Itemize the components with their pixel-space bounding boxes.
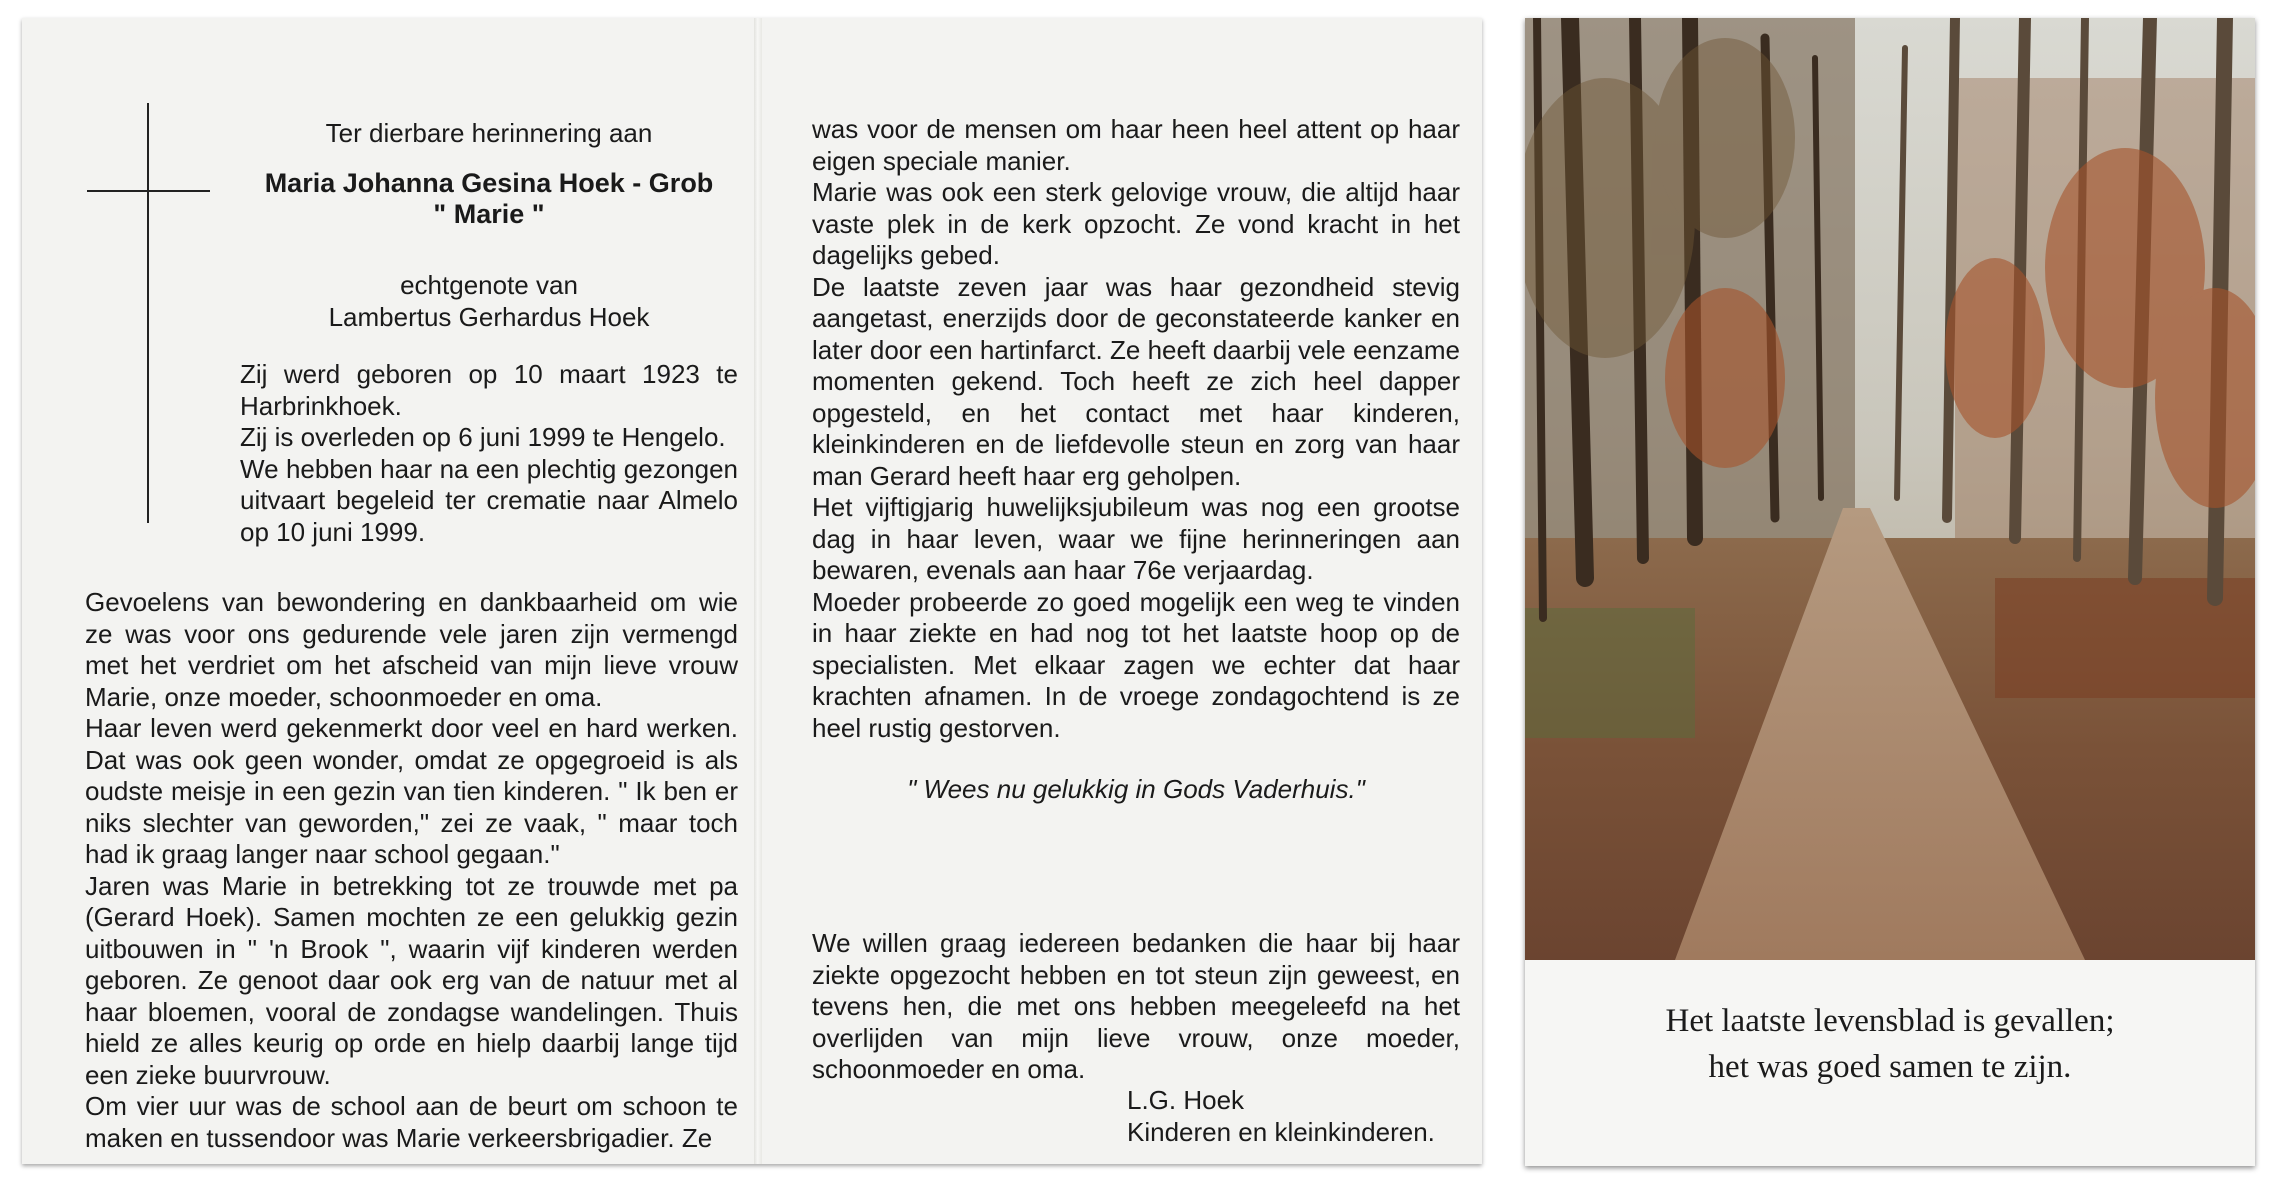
tribute-paragraph: De laatste zeven jaar was haar gezondheid stevig aangetast, enerzijds door de geconstateerde kanker en later door een hartinfarct. Ze heeft daarbij vele eenzame momenten gekend. Toch heeft ze zich heel dapper opgesteld, en het contact met haar kinderen, kleinkinderen en de liefdevolle steun en zorg van haar man Gerard heeft haar erg geholpen. — [812, 271, 1460, 491]
death-info: Zij is overleden op 6 juni 1999 te Hengelo. — [240, 422, 726, 452]
memorial-card-inside — [22, 18, 1482, 1164]
tribute-paragraph: was voor de mensen om haar heen heel attent op haar eigen speciale manier. — [812, 114, 1460, 176]
tribute-paragraph: Gevoelens van bewondering en dankbaarheid om wie ze was voor ons gedurende vele jaren zijn vermengd met het verdriet om het afscheid van mijn lieve vrouw Marie, onze moeder, schoonmoeder en oma. — [85, 587, 738, 712]
memorial-card-front — [1525, 18, 2255, 1166]
deceased-nickname: " Marie " — [433, 199, 545, 229]
cross-horizontal-icon — [87, 190, 210, 192]
tribute-paragraph: Om vier uur was de school aan de beurt om schoon te maken en tussendoor was Marie verkeersbrigadier. Ze — [85, 1091, 738, 1153]
cross-vertical-icon — [147, 103, 149, 523]
signature-name: L.G. Hoek — [1127, 1085, 1245, 1115]
signature-block — [1127, 1085, 1457, 1148]
funeral-info: We hebben haar na een plechtig gezongen uitvaart begeleid ter crematie naar Almelo op 10 juni 1999. — [240, 453, 738, 547]
caption-line-2: het was goed samen te zijn. — [1708, 1049, 2072, 1085]
card-heading: Ter dierbare herinnering aan — [325, 118, 653, 148]
tribute-paragraph: Haar leven werd gekenmerkt door veel en hard werken. Dat was ook geen wonder, omdat ze opgegroeid is als oudste meisje in een gezin van tien kinderen. " Ik ben er niks slechter van geworden," zei ze vaak, " maar toch had ik graag langer naar school gegaan." — [85, 713, 738, 869]
birth-info: Zij werd geboren op 10 maart 1923 te Harbrinkhoek. — [240, 359, 738, 421]
card-fold — [754, 18, 762, 1164]
closing-quote: " Wees nu gelukkig in Gods Vaderhuis." — [907, 774, 1365, 804]
thanks-text — [812, 928, 1460, 1086]
spouse-name: Lambertus Gerhardus Hoek — [328, 301, 650, 332]
deceased-name: Maria Johanna Gesina Hoek - Grob — [264, 167, 714, 198]
spouse-block — [240, 270, 738, 333]
tribute-text-left — [85, 587, 738, 1154]
life-info — [240, 359, 738, 548]
tribute-paragraph: Het vijftigjarig huwelijksjubileum was nog een grootse dag in haar leven, waar we fijne herinneringen aan bewaren, evenals aan haar 76e verjaardag. — [812, 492, 1460, 585]
autumn-forest-path-photo — [1525, 18, 2255, 960]
tribute-paragraph: Moeder probeerde zo goed mogelijk een weg te vinden in haar ziekte en had nog tot het laatste hoop op de specialisten. Met elkaar zagen we echter dat haar krachten afnamen. In de vroege zondagochtend is ze heel rustig gestorven. — [812, 586, 1460, 743]
photo-caption — [1525, 998, 2255, 1090]
spouse-label: echtgenote van — [400, 270, 578, 300]
card-heading-block — [240, 118, 738, 231]
tribute-paragraph: Jaren was Marie in betrekking tot ze trouwde met pa (Gerard Hoek). Samen mochten ze een gelukkig gezin uitbouwen in " 'n Brook ", waarin vijf kinderen werden geboren. Ze genoot daar ook erg van de natuur met al haar bloemen, vooral de zondagse wandelingen. Thuis hield ze alles keurig op orde en hielp daarbij lange tijd een zieke buurvrouw. — [85, 870, 738, 1090]
caption-line-1: Het laatste levensblad is gevallen; — [1665, 1003, 2115, 1039]
thanks-paragraph: We willen graag iedereen bedanken die haar bij haar ziekte opgezocht hebben en tot steun zijn geweest, en tevens hen, die met ons hebben meegeleefd na het overlijden van mijn lieve vrouw, onze moeder, schoonmoeder en oma. — [812, 928, 1460, 1084]
tribute-text-right — [812, 114, 1460, 744]
signature-family: Kinderen en kleinkinderen. — [1127, 1116, 1435, 1147]
tribute-paragraph: Marie was ook een sterk gelovige vrouw, die altijd haar vaste plek in de kerk opzocht. Ze vond kracht in het dagelijks gebed. — [812, 177, 1460, 270]
